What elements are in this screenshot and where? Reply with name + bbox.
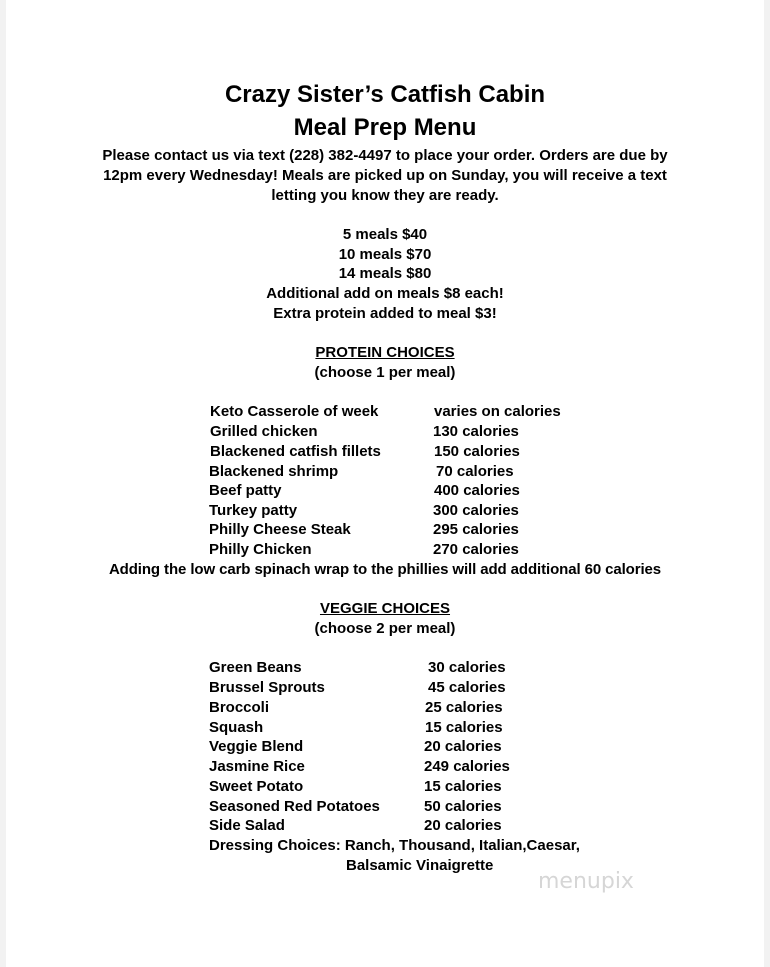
veggie-calories: 25 calories bbox=[425, 699, 503, 716]
veggie-heading: VEGGIE CHOICES bbox=[319, 600, 451, 617]
veggie-name: Brussel Sprouts bbox=[209, 679, 325, 696]
protein-name: Keto Casserole of week bbox=[210, 403, 379, 420]
veggie-name: Broccoli bbox=[209, 699, 270, 716]
veggie-name: Sweet Potato bbox=[209, 778, 304, 795]
protein-name: Grilled chicken bbox=[210, 423, 318, 440]
dressing-choices-cont: Balsamic Vinaigrette bbox=[346, 857, 494, 874]
restaurant-title: Crazy Sister’s Catfish Cabin bbox=[224, 81, 546, 108]
protein-name: Philly Cheese Steak bbox=[209, 521, 351, 538]
intro-line: 12pm every Wednesday! Meals are picked up on Sunday, you will receive a text bbox=[103, 167, 667, 184]
veggie-calories: 15 calories bbox=[425, 719, 503, 736]
veggie-calories: 50 calories bbox=[424, 798, 502, 815]
protein-calories: 70 calories bbox=[436, 463, 514, 480]
price-line: 10 meals $70 bbox=[338, 246, 432, 263]
protein-name: Blackened shrimp bbox=[209, 463, 339, 480]
veggie-note: (choose 2 per meal) bbox=[314, 620, 456, 637]
protein-calories: 270 calories bbox=[433, 541, 519, 558]
protein-calories: 400 calories bbox=[434, 482, 520, 499]
veggie-name: Veggie Blend bbox=[209, 738, 304, 755]
protein-name: Beef patty bbox=[209, 482, 282, 499]
price-line: 14 meals $80 bbox=[338, 265, 432, 282]
protein-footnote: Adding the low carb spinach wrap to the phillies will add additional 60 calories bbox=[108, 561, 662, 578]
veggie-name: Squash bbox=[209, 719, 264, 736]
protein-calories: 295 calories bbox=[433, 521, 519, 538]
veggie-name: Side Salad bbox=[209, 817, 285, 834]
veggie-calories: 15 calories bbox=[424, 778, 502, 795]
price-line: Extra protein added to meal $3! bbox=[273, 305, 497, 322]
veggie-calories: 20 calories bbox=[424, 738, 502, 755]
price-line: Additional add on meals $8 each! bbox=[266, 285, 504, 302]
protein-calories: 130 calories bbox=[433, 423, 519, 440]
veggie-calories: 20 calories bbox=[424, 817, 502, 834]
protein-name: Philly Chicken bbox=[209, 541, 312, 558]
veggie-name: Green Beans bbox=[209, 659, 302, 676]
veggie-calories: 30 calories bbox=[428, 659, 506, 676]
menupix-watermark: menupix bbox=[538, 869, 634, 894]
protein-heading: PROTEIN CHOICES bbox=[315, 344, 455, 361]
dressing-choices: Dressing Choices: Ranch, Thousand, Italian,Caesar, bbox=[209, 837, 580, 854]
protein-name: Blackened catfish fillets bbox=[210, 443, 381, 460]
veggie-calories: 249 calories bbox=[424, 758, 510, 775]
protein-calories: 150 calories bbox=[434, 443, 520, 460]
protein-note: (choose 1 per meal) bbox=[314, 364, 456, 381]
intro-line: Please contact us via text (228) 382-4497 to place your order. Orders are due by bbox=[102, 147, 668, 164]
price-line: 5 meals $40 bbox=[342, 226, 428, 243]
protein-name: Turkey patty bbox=[209, 502, 298, 519]
protein-calories: varies on calories bbox=[434, 403, 561, 420]
veggie-name: Jasmine Rice bbox=[209, 758, 305, 775]
veggie-name: Seasoned Red Potatoes bbox=[209, 798, 380, 815]
veggie-calories: 45 calories bbox=[428, 679, 506, 696]
intro-line: letting you know they are ready. bbox=[271, 187, 499, 204]
menu-page bbox=[6, 0, 764, 967]
protein-calories: 300 calories bbox=[433, 502, 519, 519]
menu-title: Meal Prep Menu bbox=[293, 114, 477, 141]
